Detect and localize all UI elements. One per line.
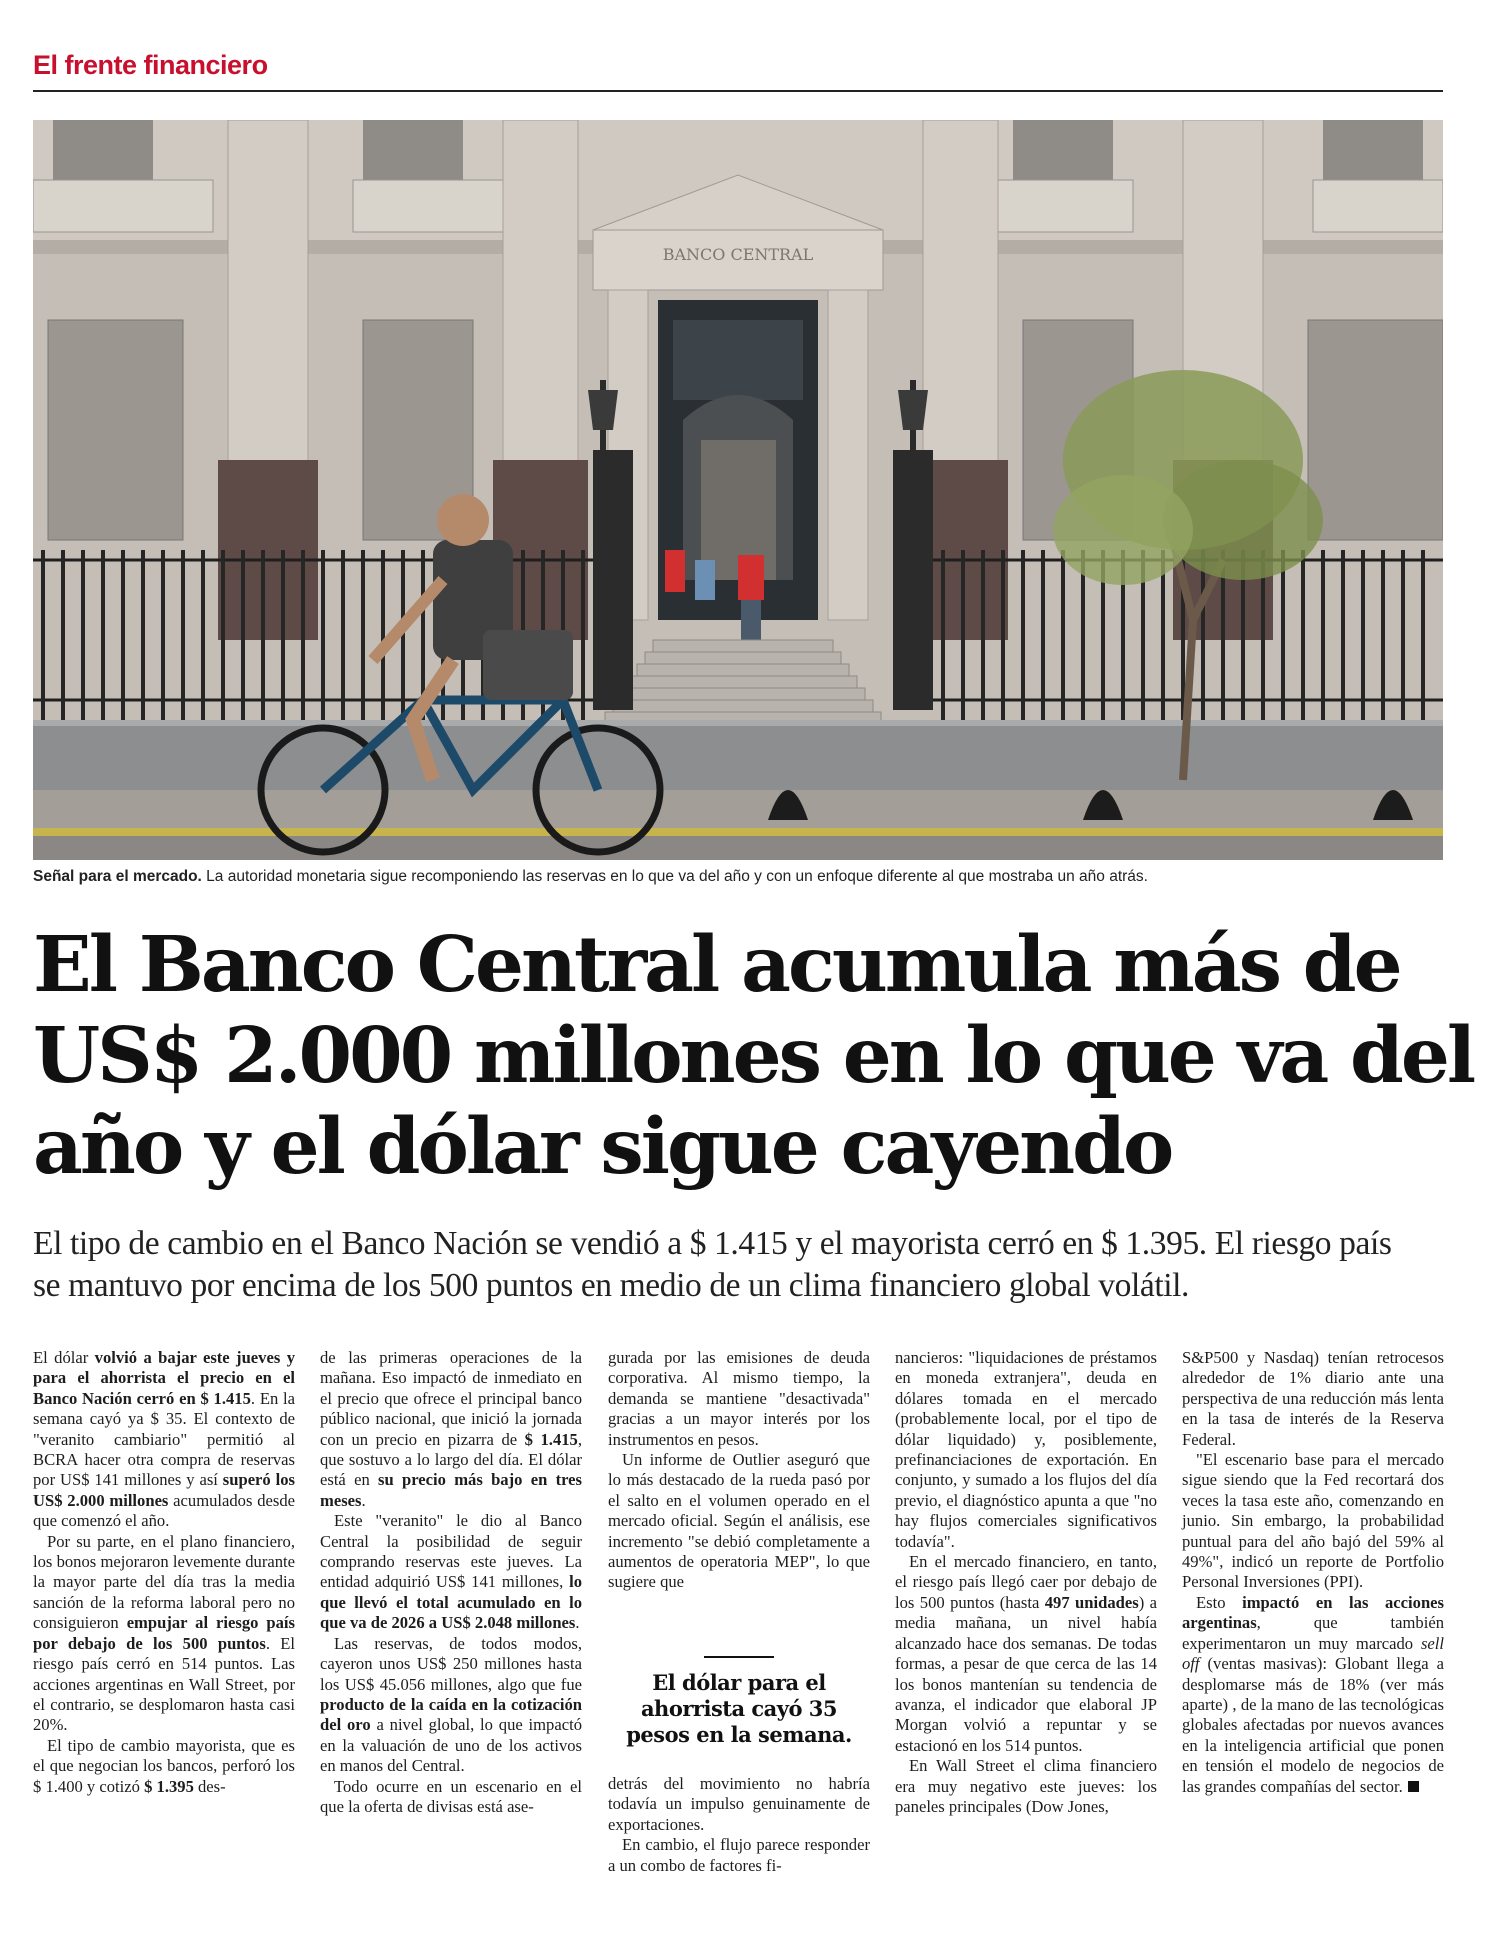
deck bbox=[33, 1223, 1453, 1307]
paragraph: El tipo de cambio mayorista, que es el que negocian los bancos, perforó los $ 1.400 y cotizó $ 1.395 des- bbox=[33, 1735, 295, 1796]
deck-line-2: se mantuvo por encima de los 500 puntos en medio de un clima financiero global volátil. bbox=[33, 1267, 1190, 1304]
paragraph: nancieros: "liquidaciones de préstamos en moneda extranjera", deuda en dólares tomada en el mercado (probablemente local, por el tipo de dólar liquidado) y, posiblemente, prefinanciaciones de exportación. En conjunto, y sumado a los flujos del día previo, el diagnóstico apunta a que "no hay flujos comerciales significativos todavía". bbox=[895, 1348, 1157, 1551]
headline-line-3: año y el dólar sigue cayendo bbox=[33, 1102, 1172, 1192]
building-sign: BANCO CENTRAL bbox=[662, 245, 814, 264]
deck-line-1: El tipo de cambio en el Banco Nación se vendió a $ 1.415 y el mayorista cerró en $ 1.395. El riesgo país bbox=[33, 1225, 1392, 1262]
paragraph: S&P500 y Nasdaq) tenían retrocesos alrededor de 1% diario ante una perspectiva de una reducción más lenta en la tasa de interés de la Reserva Federal. bbox=[1182, 1348, 1444, 1449]
paragraph: detrás del movimiento no habría todavía un impulso genuinamente de exportaciones. bbox=[608, 1774, 870, 1834]
headline bbox=[33, 920, 1474, 1193]
section-label: El frente financiero bbox=[33, 50, 268, 80]
paragraph: Todo ocurre en un escenario en el que la oferta de divisas está ase- bbox=[320, 1776, 582, 1816]
body-column-3 bbox=[608, 1348, 870, 1593]
paragraph: En cambio, el flujo parece responder a un combo de factores fi- bbox=[608, 1835, 870, 1875]
paragraph: En el mercado financiero, en tanto, el riesgo país llegó caer por debajo de los 500 puntos (hasta 497 unidades) a media mañana, un nivel había alcanzado hace dos semanas. De todas formas, a pesar de que cerca de las 14 los bonos mantenían su tendencia de avanza, el indicador que elaboral JP Morgan volvió a repuntar y se estacionó en los 514 puntos. bbox=[895, 1552, 1157, 1755]
pull-quote-rule bbox=[704, 1656, 774, 1658]
pull-quote-text: El dólar para el ahorrista cayó 35 pesos en la semana. bbox=[626, 1670, 852, 1747]
body-column-2 bbox=[320, 1348, 582, 1817]
headline-line-2: US$ 2.000 millones en lo que va del bbox=[33, 1011, 1474, 1101]
photo-caption bbox=[33, 868, 1443, 886]
pull-quote bbox=[608, 1656, 870, 1748]
caption-text: La autoridad monetaria sigue recomponiendo las reservas en lo que va del año y con un enfoque diferente al que mostraba un año atrás. bbox=[201, 868, 1148, 885]
body-column-5 bbox=[1182, 1348, 1444, 1797]
paragraph: de las primeras operaciones de la mañana. Eso impactó de inmediato en el precio que ofrece el principal banco público nacional, que inició la jornada con un precio en pizarra de $ 1.415, que sostuvo a lo largo del día. El dólar está en su precio más bajo en tres meses. bbox=[320, 1348, 582, 1510]
caption-lead: Señal para el mercado. bbox=[33, 868, 202, 885]
paragraph: gurada por las emisiones de deuda corporativa. Al mismo tiempo, la demanda se mantiene "desactivada" gracias a un mayor interés por los instrumentos en pesos. bbox=[608, 1348, 870, 1449]
paragraph: Las reservas, de todos modos, cayeron unos US$ 250 millones hasta los US$ 45.056 millones, algo que fue producto de la caída en la cotización del oro a nivel global, lo que impactó en la valuación de uno de los activos en manos del Central. bbox=[320, 1633, 582, 1776]
end-mark bbox=[1408, 1781, 1419, 1792]
headline-line-1: El Banco Central acumula más de bbox=[33, 920, 1400, 1010]
paragraph: El dólar volvió a bajar este jueves y para el ahorrista el precio en el Banco Nación cerró en $ 1.415. En la semana cayó ya $ 35. El contexto de "veranito cambiario" permitió al BCRA hacer otra compra de reservas por US$ 141 millones y así superó los US$ 2.000 millones acumulados desde que comenzó el año. bbox=[33, 1348, 295, 1531]
body-column-3-continued bbox=[608, 1774, 870, 1876]
paragraph: "El escenario base para el mercado sigue siendo que la Fed recortará dos veces la tasa este año, comenzando en junio. Sin embargo, la probabilidad puntual para del año bajó del 59% al 49%", indicó un reporte de Portfolio Personal Inversiones (PPI). bbox=[1182, 1450, 1444, 1592]
paragraph: En Wall Street el clima financiero era muy negativo este jueves: los paneles principales (Dow Jones, bbox=[895, 1756, 1157, 1816]
paragraph: Un informe de Outlier aseguró que lo más destacado de la rueda pasó por el salto en el volumen operado en el mercado oficial. Según el análisis, ese incremento "se debió completamente a aumentos de operatoria MEP", lo que sugiere que bbox=[608, 1450, 870, 1592]
lead-photo bbox=[33, 120, 1443, 860]
section-rule bbox=[33, 90, 1443, 92]
body-column-4 bbox=[895, 1348, 1157, 1817]
paragraph: Este "veranito" le dio al Banco Central la posibilidad de seguir comprando reservas este jueves. La entidad adquirió US$ 141 millones, lo que llevó el total acumulado en lo que va de 2026 a US$ 2.048 millones. bbox=[320, 1511, 582, 1633]
paragraph: Esto impactó en las acciones argentinas, que también experimentaron un muy marcado sell off (ventas masivas): Globant llega a desplomarse más de 18% (ver más aparte) , de la mano de las tecnológicas globales afectadas por nuevos avances en la inteligencia artificial que ponen en tensión el modelo de negocios de las grandes compañías del sector. bbox=[1182, 1592, 1444, 1796]
body-column-1 bbox=[33, 1348, 295, 1797]
paragraph: Por su parte, en el plano financiero, los bonos mejoraron levemente durante la mayor parte del día tras la media sanción de la reforma laboral pero no consiguieron empujar al riesgo país por debajo de los 500 puntos. El riesgo país cerró en 514 puntos. Las acciones argentinas en Wall Street, por el contrario, se desplomaron hasta casi 20%. bbox=[33, 1531, 295, 1735]
